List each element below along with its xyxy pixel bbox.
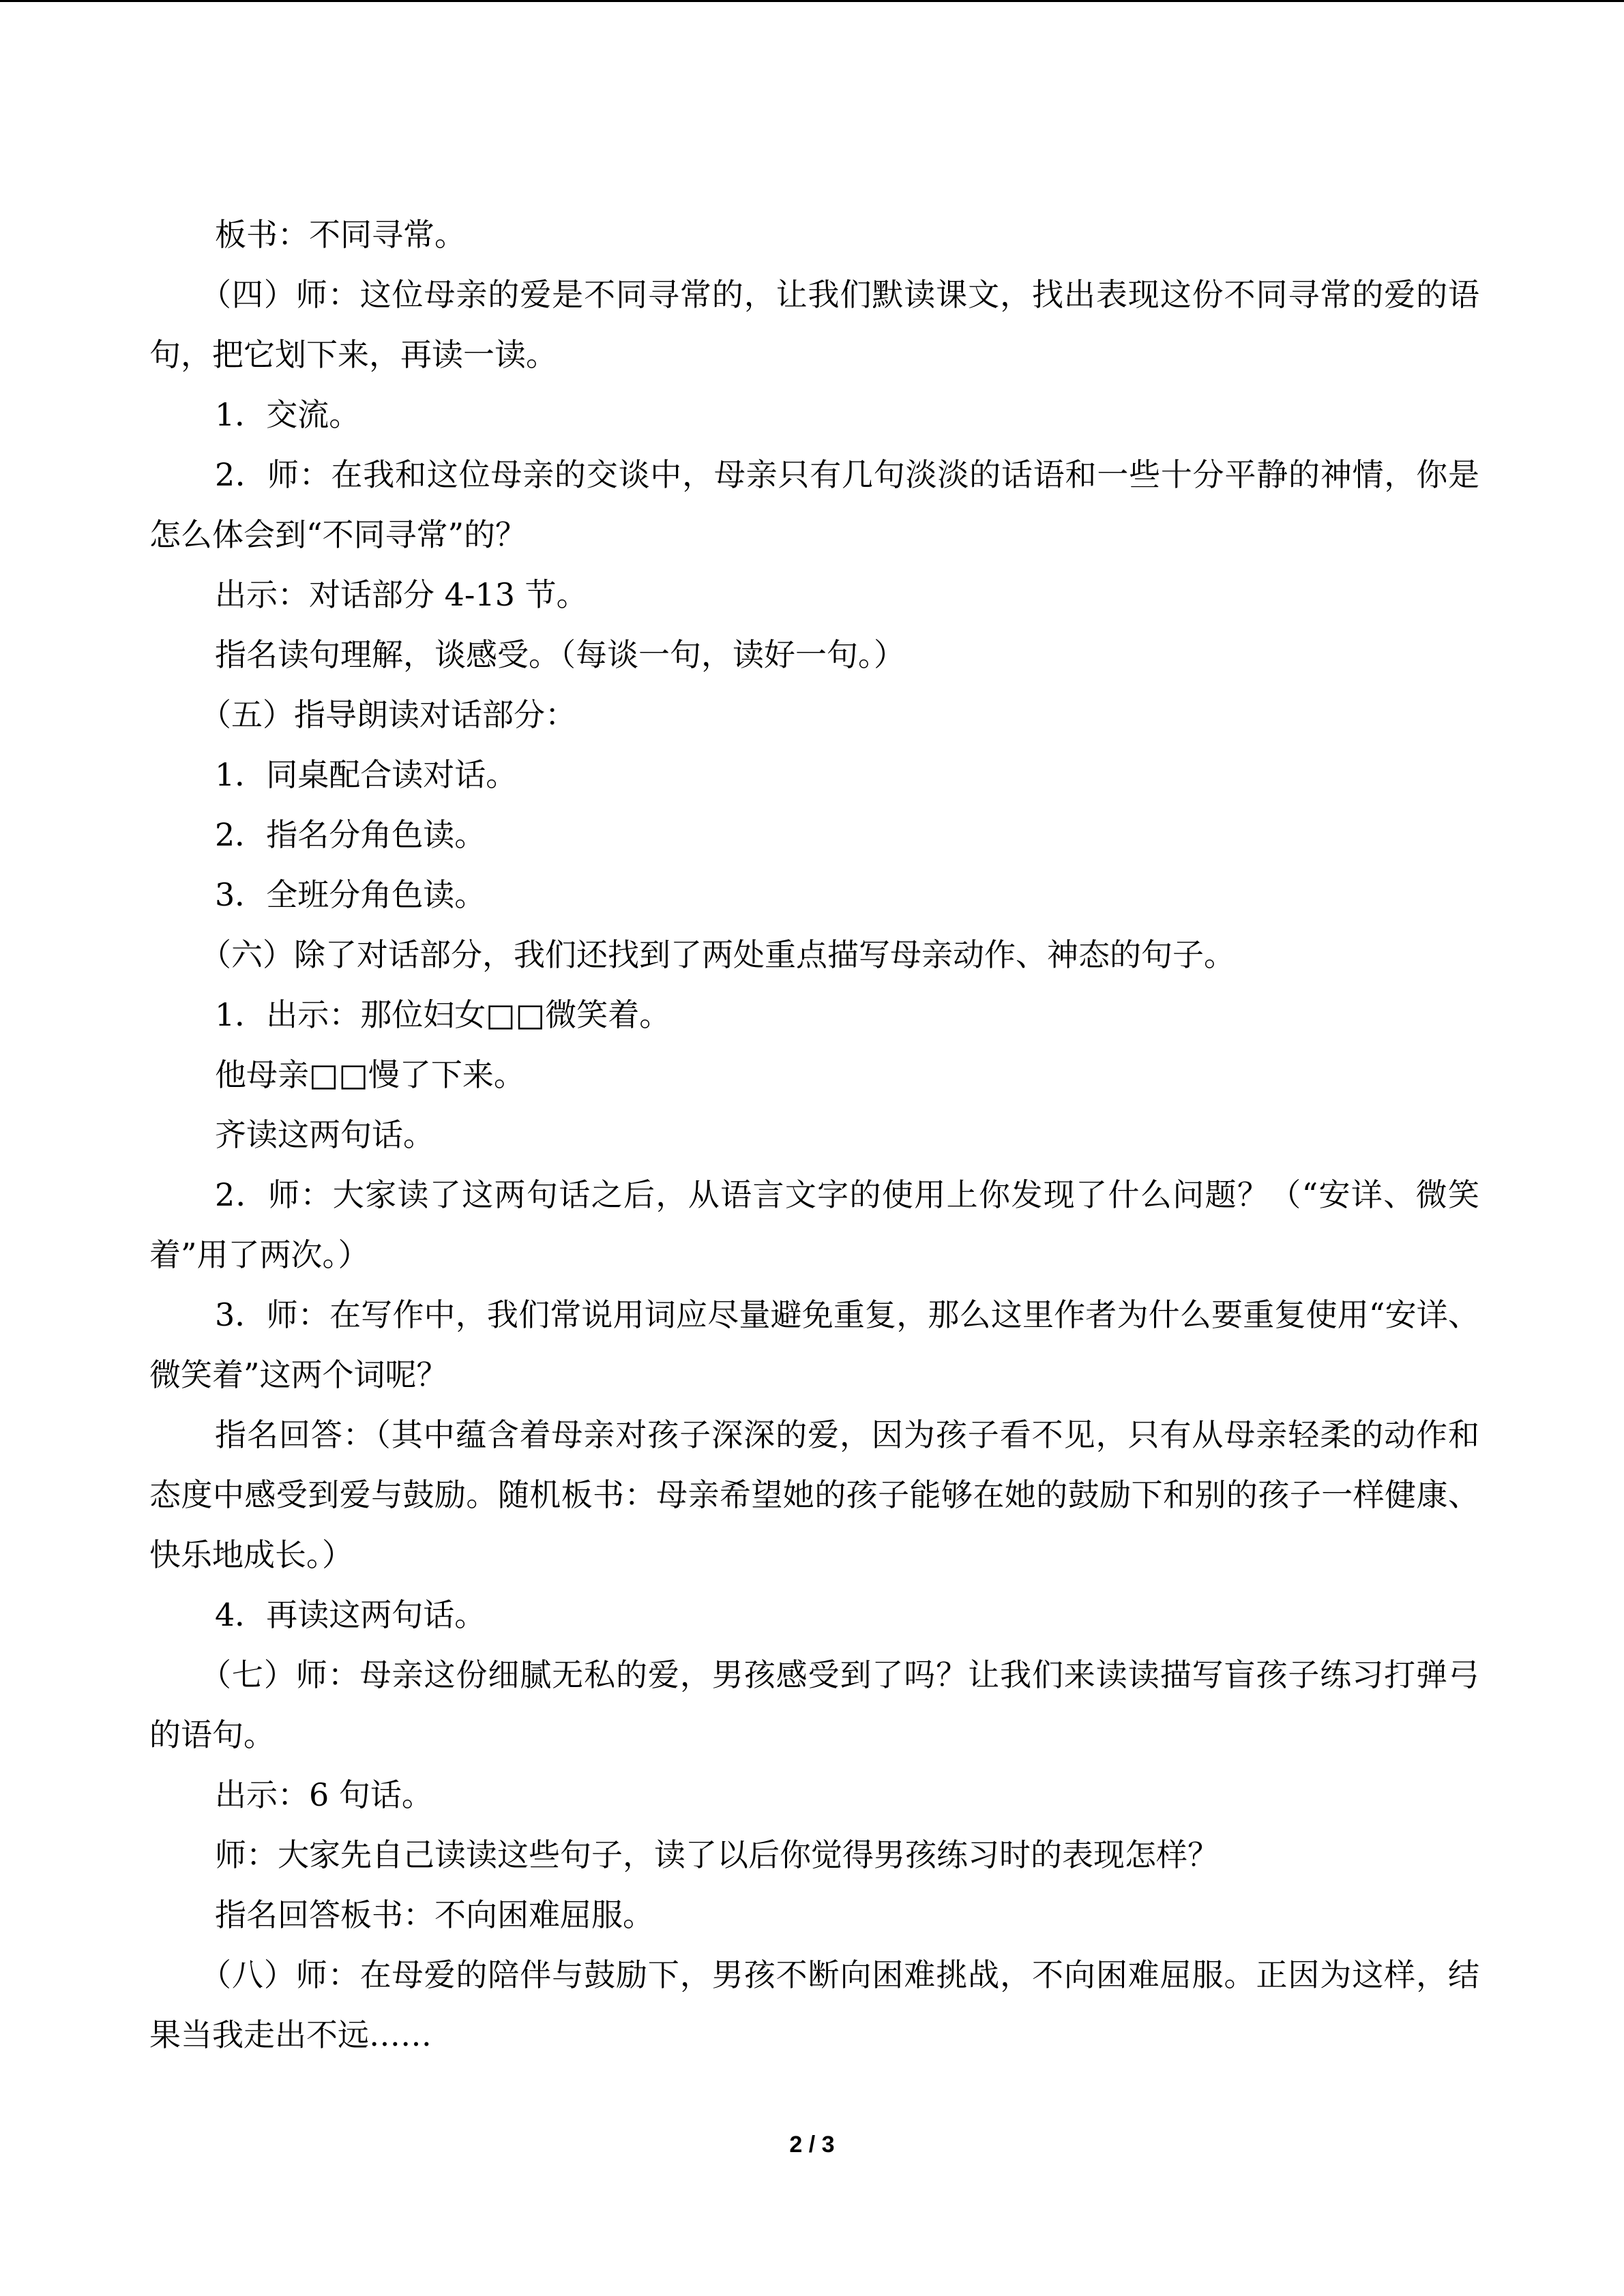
paragraph: 3．全班分角色读。	[215, 876, 486, 913]
paragraph: 指名读句理解，谈感受。（每谈一句，读好一句。）	[215, 636, 905, 673]
paragraph: 指名回答板书：不向困难屈服。	[215, 1896, 654, 1933]
paragraph: （六）除了对话部分，我们还找到了两处重点描写母亲动作、神态的句子。	[200, 936, 1235, 973]
paragraph: （五）指导朗读对话部分：	[200, 696, 576, 733]
paragraph: 2．师：大家读了这两句话之后，从语言文字的使用上你发现了什么问题？（“安详、微笑着”用了两次。）	[149, 1176, 1479, 1273]
page-number: 2 / 3	[789, 2132, 835, 2158]
paragraph: 他母亲□□慢了下来。	[215, 1056, 525, 1093]
paragraph: （八）师：在母爱的陪伴与鼓励下，男孩不断向困难挑战，不向困难屈服。正因为这样，结果当我走出不远……	[149, 1956, 1479, 2053]
paragraph: 2．指名分角色读。	[215, 816, 486, 853]
paragraph: 指名回答：（其中蕴含着母亲对孩子深深的爱，因为孩子看不见，只有从母亲轻柔的动作和态度中感受到爱与鼓励。随机板书：母亲希望她的孩子能够在她的鼓励下和别的孩子一样健康、快乐地成长。）	[149, 1416, 1479, 1573]
paragraph: （七）师：母亲这份细腻无私的爱，男孩感受到了吗？让我们来读读描写盲孩子练习打弹弓的语句。	[149, 1656, 1479, 1753]
paragraph: 齐读这两句话。	[215, 1116, 434, 1153]
paragraph: 出示：6 句话。	[215, 1776, 433, 1813]
paragraph: 1．交流。	[215, 396, 361, 433]
document-body	[149, 205, 1479, 2065]
paragraph: （四）师：这位母亲的爱是不同寻常的，让我们默读课文，找出表现这份不同寻常的爱的语句，把它划下来，再读一读。	[149, 276, 1479, 373]
paragraph: 4．再读这两句话。	[215, 1596, 486, 1633]
paragraph: 出示：对话部分 4-13 节。	[215, 576, 588, 613]
paragraph: 3．师：在写作中，我们常说用词应尽量避免重复，那么这里作者为什么要重复使用“安详、微笑着”这两个词呢？	[149, 1296, 1479, 1393]
paragraph: 师：大家先自己读读这些句子，读了以后你觉得男孩练习时的表现怎样？	[215, 1836, 1219, 1873]
paragraph: 板书：不同寻常。	[215, 216, 466, 253]
paragraph: 2．师：在我和这位母亲的交谈中，母亲只有几句淡淡的话语和一些十分平静的神情，你是怎么体会到“不同寻常”的？	[149, 456, 1479, 553]
top-border-line	[0, 0, 1624, 2]
paragraph: 1．出示：那位妇女□□微笑着。	[215, 996, 671, 1033]
paragraph: 1．同桌配合读对话。	[215, 756, 518, 793]
